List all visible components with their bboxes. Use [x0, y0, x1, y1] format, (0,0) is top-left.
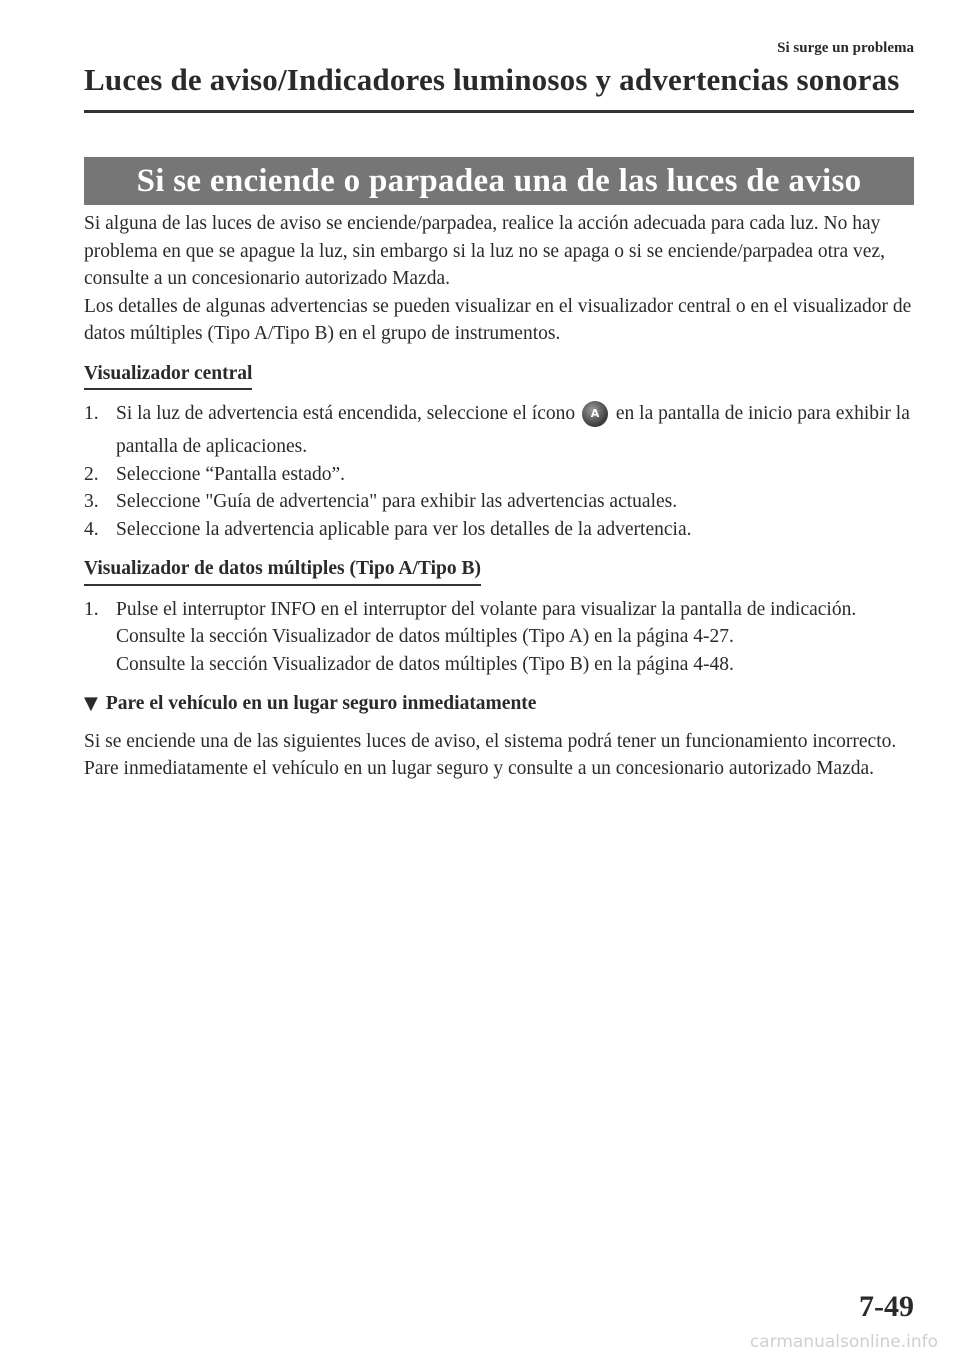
step-line: Pulse el interruptor INFO en el interruptor del volante para visualizar la pantalla de indicación.	[116, 598, 857, 620]
step-text-before: Si la luz de advertencia está encendida, seleccione el ícono	[116, 403, 576, 424]
list-item	[84, 400, 914, 461]
intro-paragraph: Los detalles de algunas advertencias se pueden visualizar en el visualizador central o en el visualizador de datos múltiples (Tipo A/Tipo B) en el grupo de instrumentos.	[84, 295, 912, 344]
list-item	[84, 516, 914, 544]
multi-display-heading: Visualizador de datos múltiples (Tipo A/Tipo B)	[84, 555, 481, 586]
list-item	[84, 596, 914, 679]
section-banner: Si se enciende o parpadea una de las luces de aviso	[84, 157, 914, 205]
step-line: Consulte la sección Visualizador de datos múltiples (Tipo A) en la página 4-27.	[116, 626, 734, 647]
running-title: Luces de aviso/Indicadores luminosos y advertencias sonoras	[84, 62, 900, 97]
step-number: 4.	[84, 518, 99, 540]
step-number: 2.	[84, 463, 99, 485]
header-rule	[84, 110, 914, 113]
multi-display-heading-wrap	[84, 555, 914, 586]
step-text-after: en la pantalla de inicio para exhibir la pantalla de aplicaciones.	[116, 403, 910, 457]
page-number: 7-49	[859, 1290, 914, 1323]
watermark: carmanualsonline.info	[749, 1332, 938, 1352]
step-text: Seleccione la advertencia aplicable para ver los detalles de la advertencia.	[116, 518, 692, 540]
step-text	[116, 596, 914, 679]
step-number: 3.	[84, 491, 99, 512]
multi-display-steps	[84, 596, 914, 679]
stop-paragraph: Si se enciende una de las siguientes luces de aviso, el sistema podrá tener un funcionamiento incorrecto. Pare inmediatamente el vehículo en un lugar seguro y consulte a un concesionario autorizado Mazda.	[84, 730, 897, 779]
intro-paragraph: Si alguna de las luces de aviso se enciende/parpadea, realice la acción adecuada para cada luz. No hay problema en que se apague la luz, sin embargo si la luz no se apaga o si se enciende/parpadea otra vez, consulte a un concesionario autorizado Mazda.	[84, 213, 885, 289]
central-display-heading: Visualizador central	[84, 360, 252, 391]
list-item	[84, 488, 914, 516]
step-number: 1.	[84, 598, 99, 620]
step-text	[116, 400, 914, 461]
step-text: Seleccione “Pantalla estado”.	[116, 463, 346, 485]
triangle-down-icon: ▼	[84, 693, 98, 714]
step-text: Seleccione "Guía de advertencia" para exhibir las advertencias actuales.	[116, 491, 678, 512]
step-line: Consulte la sección Visualizador de datos múltiples (Tipo B) en la página 4-48.	[116, 653, 734, 675]
central-display-heading-wrap	[84, 360, 914, 391]
step-number: 1.	[84, 403, 99, 424]
stop-heading-row	[84, 690, 914, 718]
central-display-steps	[84, 400, 914, 543]
chapter-label: Si surge un problema	[777, 40, 914, 56]
list-item	[84, 461, 914, 489]
app-icon: A	[582, 401, 608, 427]
stop-heading: Pare el vehículo en un lugar seguro inmediatamente	[105, 693, 537, 714]
page-content	[84, 210, 914, 783]
